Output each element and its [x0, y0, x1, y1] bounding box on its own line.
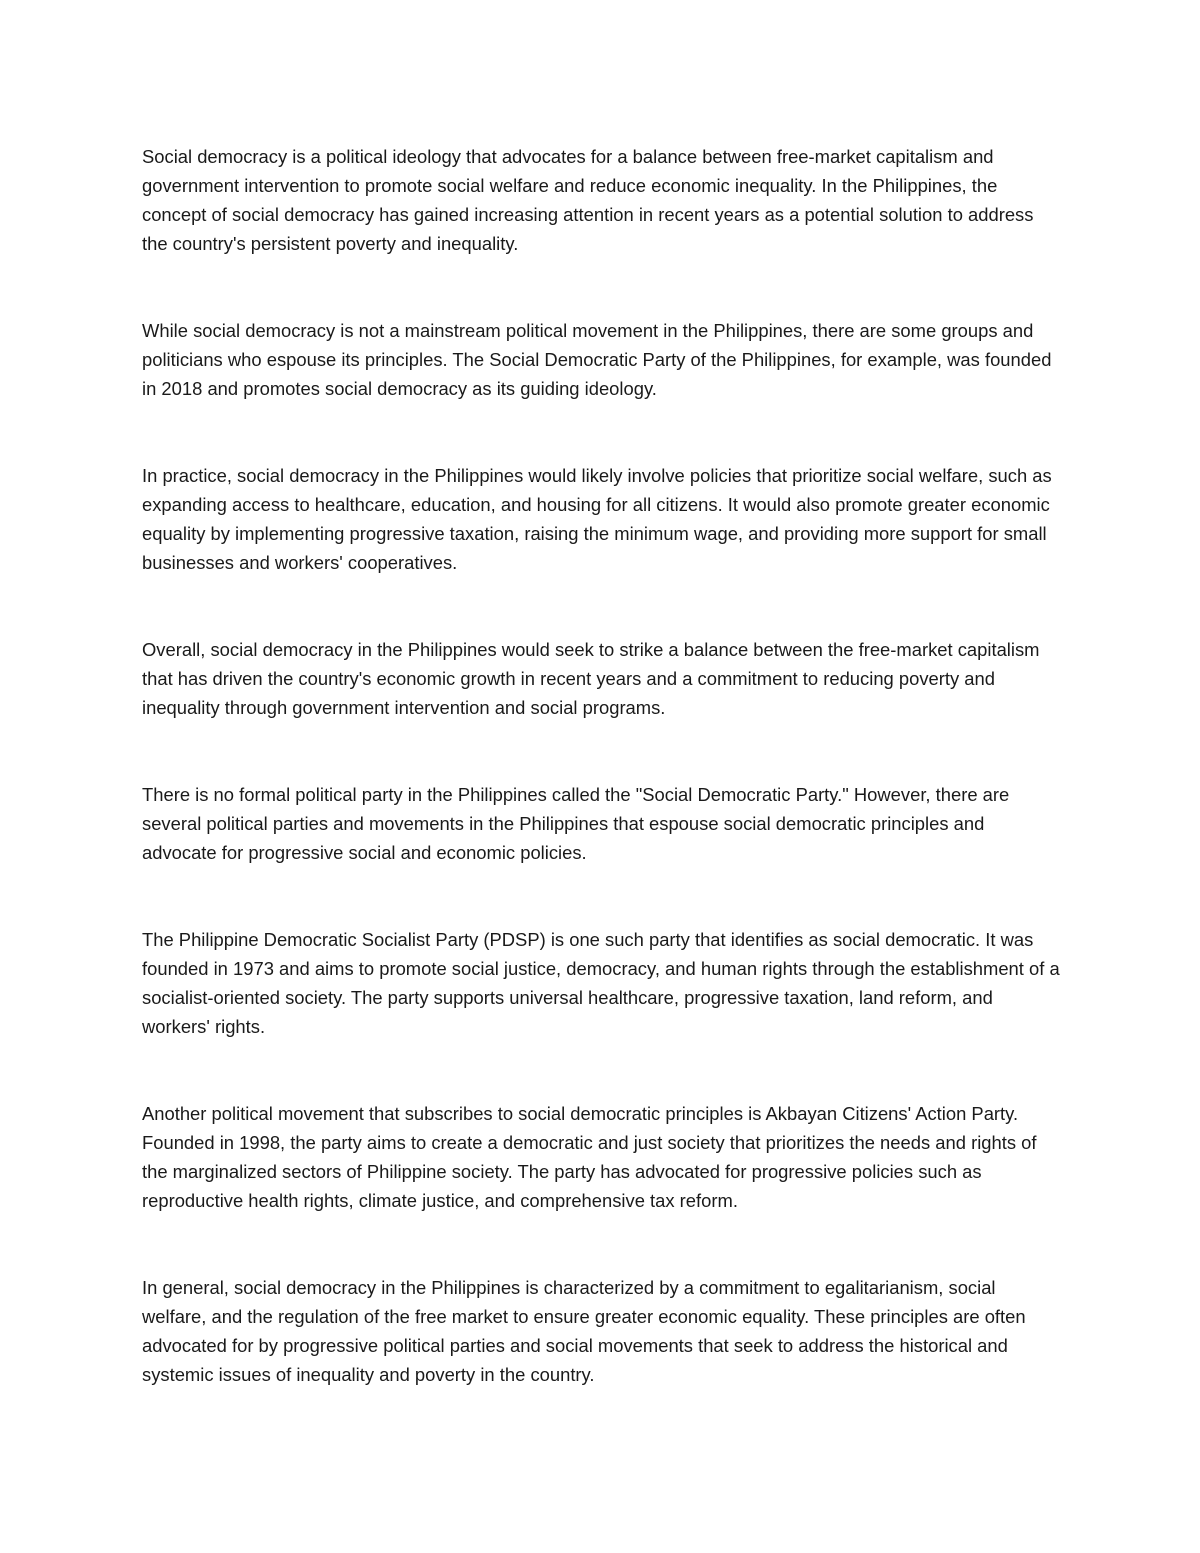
paragraph-no-formal-party: There is no formal political party in the Philippines called the "Social Democratic Party." However, there are several political parties and movements in the Philippines that espouse social democratic principles and advocate for progressive social and economic policies. [142, 784, 1010, 863]
paragraph-intro: Social democracy is a political ideology that advocates for a balance between free-market capitalism and government intervention to promote social welfare and reduce economic inequality. In the Philippines, the concept of social democracy has gained increasing attention in recent years as a potential solution to address the country's persistent poverty and inequality. [142, 146, 1034, 254]
paragraph-mainstream: While social democracy is not a mainstream political movement in the Philippines, there are some groups and politicians who espouse its principles. The Social Democratic Party of the Philippines, for example, was founded in 2018 and promotes social democracy as its guiding ideology. [142, 320, 1052, 399]
document-body [142, 142, 1060, 1447]
paragraph-pdsp: The Philippine Democratic Socialist Party (PDSP) is one such party that identifies as social democratic. It was founded in 1973 and aims to promote social justice, democracy, and human rights through the establishment of a socialist-oriented society. The party supports universal healthcare, progressive taxation, land reform, and workers' rights. [142, 929, 1060, 1037]
paragraph-general: In general, social democracy in the Philippines is characterized by a commitment to egalitarianism, social welfare, and the regulation of the free market to ensure greater economic equality. These principles are often advocated for by progressive political parties and social movements that seek to address the historical and systemic issues of inequality and poverty in the country. [142, 1277, 1026, 1385]
paragraph-overall: Overall, social democracy in the Philippines would seek to strike a balance between the free-market capitalism that has driven the country's economic growth in recent years and a commitment to reducing poverty and inequality through government intervention and social programs. [142, 639, 1040, 718]
paragraph-practice: In practice, social democracy in the Philippines would likely involve policies that prioritize social welfare, such as expanding access to healthcare, education, and housing for all citizens. It would also promote greater economic equality by implementing progressive taxation, raising the minimum wage, and providing more support for small businesses and workers' cooperatives. [142, 465, 1052, 573]
paragraph-akbayan: Another political movement that subscribes to social democratic principles is Akbayan Citizens' Action Party. Founded in 1998, the party aims to create a democratic and just society that prioritizes the needs and rights of the marginalized sectors of Philippine society. The party has advocated for progressive policies such as reproductive health rights, climate justice, and comprehensive tax reform. [142, 1103, 1037, 1211]
